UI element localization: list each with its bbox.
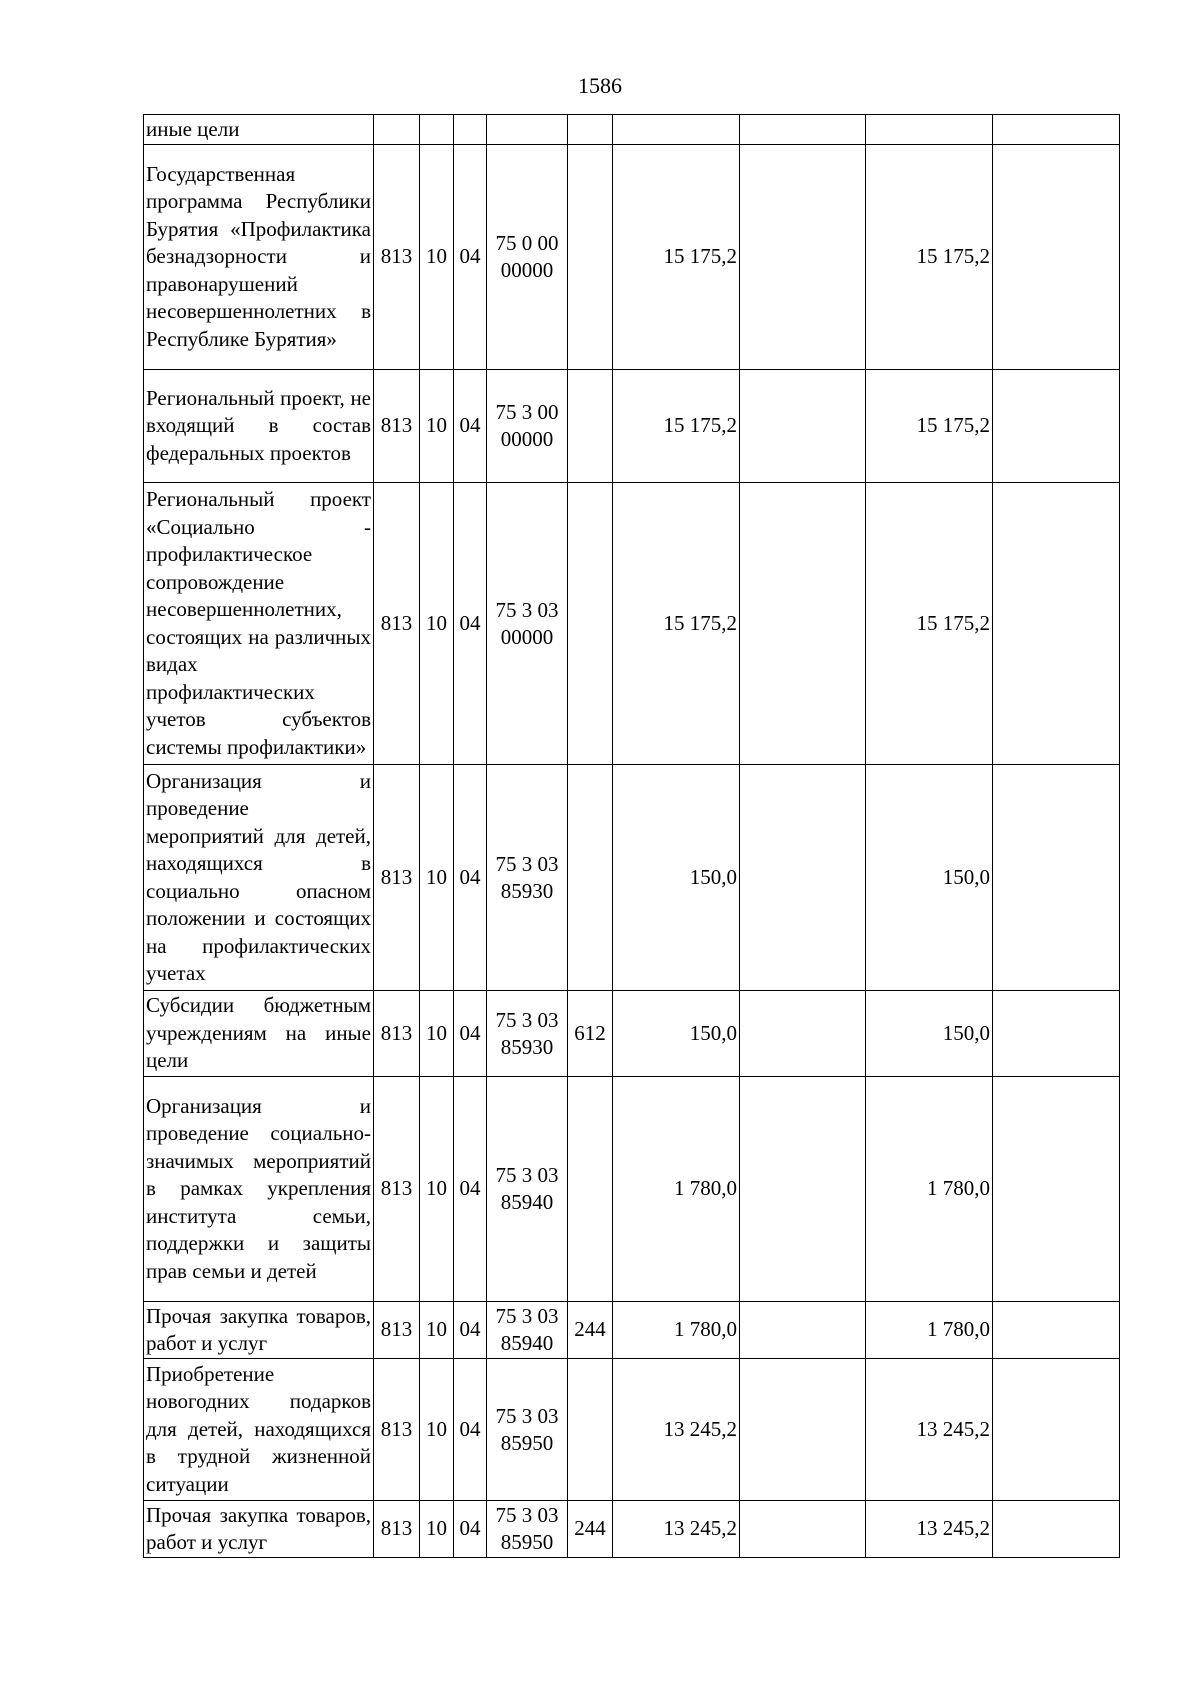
cell-pr: 04: [454, 1501, 487, 1558]
cell-sum4: [993, 483, 1120, 765]
budget-table: [143, 114, 1120, 1558]
cell-pr: [454, 115, 487, 145]
cell-sum2: [740, 370, 866, 483]
cell-ved: 813: [374, 1359, 420, 1501]
row-name: Прочая закупка товаров, работ и услуг: [144, 1501, 374, 1558]
cell-ved: 813: [374, 483, 420, 765]
cell-sum2: [740, 1359, 866, 1501]
cell-sum2: [740, 1302, 866, 1359]
table-row: [144, 991, 1120, 1077]
cell-rz: 10: [420, 765, 454, 991]
table-row: [144, 765, 1120, 991]
cell-sum2: [740, 1501, 866, 1558]
cell-pr: 04: [454, 765, 487, 991]
cell-ved: 813: [374, 991, 420, 1077]
cell-vr: [568, 1077, 613, 1302]
cell-sum2: [740, 991, 866, 1077]
cell-sum4: [993, 765, 1120, 991]
row-name: Государственная программа Республики Бурятия «Профилактика безнадзорности и правонарушений несовершеннолетних в Республике Бурятия»: [144, 145, 374, 370]
cell-sum4: [993, 1359, 1120, 1501]
cell-ved: 813: [374, 370, 420, 483]
cell-vr: [568, 483, 613, 765]
cell-rz: 10: [420, 1359, 454, 1501]
cell-sum3: 13 245,2: [866, 1359, 993, 1501]
cell-sum3: 150,0: [866, 991, 993, 1077]
table-row: [144, 483, 1120, 765]
row-name: иные цели: [144, 115, 374, 145]
cell-sum1: 1 780,0: [613, 1302, 740, 1359]
cell-sum4: [993, 370, 1120, 483]
cell-ved: 813: [374, 145, 420, 370]
cell-pr: 04: [454, 1359, 487, 1501]
cell-vr: [568, 145, 613, 370]
row-name: Субсидии бюджетным учреждениям на иные цели: [144, 991, 374, 1077]
row-name: Организация и проведение мероприятий для детей, находящихся в социально опасном положении и состоящих на профилактических учетах: [144, 765, 374, 991]
cell-pr: 04: [454, 1077, 487, 1302]
cell-sum2: [740, 765, 866, 991]
cell-sum3: [866, 115, 993, 145]
table-row: [144, 1077, 1120, 1302]
cell-sum3: 1 780,0: [866, 1077, 993, 1302]
row-name: Организация и проведение социально-значимых мероприятий в рамках укрепления института семьи, поддержки и защиты прав семьи и детей: [144, 1077, 374, 1302]
cell-csr: 75 3 00 00000: [487, 370, 568, 483]
cell-rz: 10: [420, 1501, 454, 1558]
cell-csr: [487, 115, 568, 145]
cell-sum4: [993, 991, 1120, 1077]
cell-vr: 244: [568, 1501, 613, 1558]
cell-vr: [568, 765, 613, 991]
row-name: Приобретение новогодних подарков для детей, находящихся в трудной жизненной ситуации: [144, 1359, 374, 1501]
cell-sum1: 15 175,2: [613, 145, 740, 370]
cell-sum1: 13 245,2: [613, 1501, 740, 1558]
cell-vr: 244: [568, 1302, 613, 1359]
cell-rz: [420, 115, 454, 145]
cell-sum2: [740, 483, 866, 765]
cell-rz: 10: [420, 991, 454, 1077]
page-number: 1586: [578, 73, 622, 98]
row-name: Региональный проект, не входящий в состав федеральных проектов: [144, 370, 374, 483]
cell-csr: 75 0 00 00000: [487, 145, 568, 370]
cell-pr: 04: [454, 370, 487, 483]
table-row: [144, 370, 1120, 483]
cell-sum3: 150,0: [866, 765, 993, 991]
cell-sum2: [740, 145, 866, 370]
cell-csr: 75 3 03 85940: [487, 1077, 568, 1302]
cell-sum3: 15 175,2: [866, 370, 993, 483]
cell-ved: 813: [374, 1501, 420, 1558]
cell-sum1: 15 175,2: [613, 483, 740, 765]
cell-sum4: [993, 145, 1120, 370]
cell-vr: [568, 115, 613, 145]
row-name: Прочая закупка товаров, работ и услуг: [144, 1302, 374, 1359]
cell-sum3: 1 780,0: [866, 1302, 993, 1359]
cell-sum1: 150,0: [613, 765, 740, 991]
cell-sum2: [740, 115, 866, 145]
cell-pr: 04: [454, 483, 487, 765]
cell-csr: 75 3 03 85930: [487, 991, 568, 1077]
cell-rz: 10: [420, 370, 454, 483]
cell-csr: 75 3 03 85940: [487, 1302, 568, 1359]
cell-pr: 04: [454, 1302, 487, 1359]
cell-vr: 612: [568, 991, 613, 1077]
cell-sum3: 15 175,2: [866, 145, 993, 370]
table-row: [144, 115, 1120, 145]
cell-sum3: 15 175,2: [866, 483, 993, 765]
cell-rz: 10: [420, 145, 454, 370]
cell-ved: [374, 115, 420, 145]
table-row: [144, 1302, 1120, 1359]
cell-ved: 813: [374, 1302, 420, 1359]
cell-sum4: [993, 1302, 1120, 1359]
cell-sum1: 15 175,2: [613, 370, 740, 483]
table-row: [144, 145, 1120, 370]
cell-sum1: 150,0: [613, 991, 740, 1077]
cell-vr: [568, 370, 613, 483]
cell-rz: 10: [420, 1077, 454, 1302]
cell-sum4: [993, 1077, 1120, 1302]
row-name: Региональный проект «Социально - профилактическое сопровождение несовершеннолетних, состоящих на различных видах профилактических учетов субъектов системы профилактики»: [144, 483, 374, 765]
table-row: [144, 1359, 1120, 1501]
cell-pr: 04: [454, 991, 487, 1077]
table-row: [144, 1501, 1120, 1558]
cell-rz: 10: [420, 483, 454, 765]
cell-rz: 10: [420, 1302, 454, 1359]
cell-sum3: 13 245,2: [866, 1501, 993, 1558]
cell-vr: [568, 1359, 613, 1501]
cell-csr: 75 3 03 85950: [487, 1359, 568, 1501]
cell-sum2: [740, 1077, 866, 1302]
cell-pr: 04: [454, 145, 487, 370]
cell-sum4: [993, 1501, 1120, 1558]
cell-ved: 813: [374, 765, 420, 991]
cell-csr: 75 3 03 00000: [487, 483, 568, 765]
cell-sum4: [993, 115, 1120, 145]
cell-sum1: [613, 115, 740, 145]
cell-ved: 813: [374, 1077, 420, 1302]
cell-csr: 75 3 03 85950: [487, 1501, 568, 1558]
cell-sum1: 13 245,2: [613, 1359, 740, 1501]
cell-sum1: 1 780,0: [613, 1077, 740, 1302]
cell-csr: 75 3 03 85930: [487, 765, 568, 991]
